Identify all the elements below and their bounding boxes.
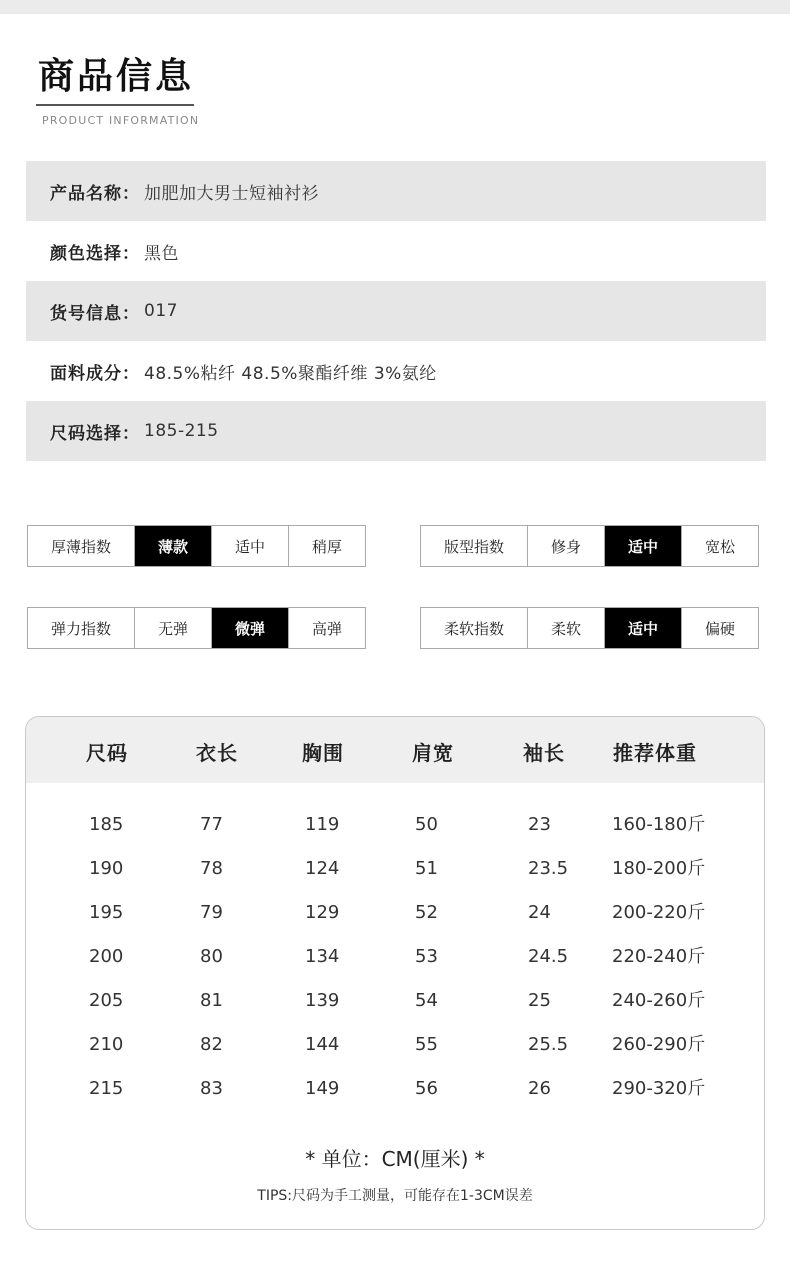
table-row xyxy=(26,935,764,979)
size-chart-header xyxy=(26,717,764,783)
table-row xyxy=(26,891,764,935)
table-cell: 54 xyxy=(415,990,438,1011)
table-cell: 149 xyxy=(305,1078,340,1099)
table-cell: 80 xyxy=(200,946,223,967)
table-cell: 240-260斤 xyxy=(612,990,706,1011)
info-key: 颜色选择： xyxy=(50,243,140,264)
info-key: 尺码选择： xyxy=(50,423,140,444)
header-cell: 袖长 xyxy=(523,741,565,765)
table-cell: 23.5 xyxy=(528,858,569,879)
table-cell: 50 xyxy=(415,814,438,835)
table-cell: 53 xyxy=(415,946,438,967)
info-key: 面料成分： xyxy=(50,363,140,384)
table-cell: 119 xyxy=(305,814,340,835)
info-key: 货号信息： xyxy=(50,303,140,324)
unit-note: * 单位：CM(厘米) * xyxy=(305,1147,485,1171)
table-cell: 124 xyxy=(305,858,340,879)
index-option[interactable]: 宽松 xyxy=(681,526,758,566)
info-value: 黑色 xyxy=(144,243,179,264)
index-label: 厚薄指数 xyxy=(50,537,111,556)
table-cell: 205 xyxy=(89,990,124,1011)
info-value: 017 xyxy=(144,301,178,321)
table-cell: 51 xyxy=(415,858,438,879)
header-cell: 胸围 xyxy=(302,741,344,765)
table-cell: 139 xyxy=(305,990,340,1011)
index-label: 柔软指数 xyxy=(443,619,504,638)
index-label: 版型指数 xyxy=(443,537,504,556)
table-row xyxy=(26,847,764,891)
table-cell: 26 xyxy=(528,1078,551,1099)
header-cell: 衣长 xyxy=(196,741,238,765)
table-cell: 160-180斤 xyxy=(612,814,706,835)
index-option[interactable]: 无弹 xyxy=(134,608,211,648)
info-key: 产品名称： xyxy=(50,183,140,204)
table-cell: 82 xyxy=(200,1034,223,1055)
table-cell: 200 xyxy=(89,946,124,967)
header-cell: 推荐体重 xyxy=(613,741,697,765)
table-cell: 24.5 xyxy=(528,946,569,967)
table-cell: 144 xyxy=(305,1034,340,1055)
tips-note: TIPS:尺码为手工测量，可能存在1-3CM误差 xyxy=(257,1188,533,1204)
table-cell: 210 xyxy=(89,1034,124,1055)
fit-index xyxy=(420,525,759,567)
index-option[interactable]: 适中 xyxy=(211,526,288,566)
table-cell: 200-220斤 xyxy=(612,902,706,923)
table-cell: 55 xyxy=(415,1034,438,1055)
title-underline xyxy=(36,104,194,106)
table-cell: 134 xyxy=(305,946,340,967)
softness-index xyxy=(420,607,759,649)
table-cell: 77 xyxy=(200,814,223,835)
info-value: 185-215 xyxy=(144,421,219,441)
table-cell: 195 xyxy=(89,902,124,923)
table-cell: 52 xyxy=(415,902,438,923)
table-cell: 83 xyxy=(200,1078,223,1099)
index-option[interactable]: 偏硬 xyxy=(681,608,758,648)
index-label: 弹力指数 xyxy=(50,619,111,638)
index-option[interactable]: 适中 xyxy=(604,526,681,566)
table-cell: 260-290斤 xyxy=(612,1034,706,1055)
table-cell: 24 xyxy=(528,902,551,923)
index-option[interactable]: 微弹 xyxy=(211,608,288,648)
table-row xyxy=(26,979,764,1023)
page-subtitle: PRODUCT INFORMATION xyxy=(42,114,200,127)
index-option[interactable]: 柔软 xyxy=(527,608,604,648)
table-cell: 25 xyxy=(528,990,551,1011)
info-value: 48.5%粘纤 48.5%聚酯纤维 3%氨纶 xyxy=(144,363,437,384)
table-cell: 215 xyxy=(89,1078,124,1099)
table-cell: 185 xyxy=(89,814,124,835)
table-cell: 78 xyxy=(200,858,223,879)
info-value: 加肥加大男士短袖衬衫 xyxy=(144,183,319,204)
product-info-table xyxy=(26,161,766,461)
index-option[interactable]: 适中 xyxy=(604,608,681,648)
table-cell: 290-320斤 xyxy=(612,1078,706,1099)
table-cell: 190 xyxy=(89,858,124,879)
page-title: 商品信息 xyxy=(38,56,195,97)
table-cell: 180-200斤 xyxy=(612,858,706,879)
index-option[interactable]: 薄款 xyxy=(134,526,211,566)
table-cell: 129 xyxy=(305,902,340,923)
table-row xyxy=(26,1023,764,1067)
table-cell: 81 xyxy=(200,990,223,1011)
info-row-item-no xyxy=(26,281,766,341)
table-cell: 220-240斤 xyxy=(612,946,706,967)
info-row-size xyxy=(26,401,766,461)
table-row xyxy=(26,803,764,847)
table-cell: 56 xyxy=(415,1078,438,1099)
info-row-fabric xyxy=(26,341,766,401)
index-option[interactable]: 稍厚 xyxy=(288,526,365,566)
index-option[interactable]: 修身 xyxy=(527,526,604,566)
info-row-name xyxy=(26,161,766,221)
info-row-color xyxy=(26,221,766,281)
header-cell: 尺码 xyxy=(86,741,128,765)
table-cell: 25.5 xyxy=(528,1034,569,1055)
elasticity-index xyxy=(27,607,366,649)
thickness-index xyxy=(27,525,366,567)
table-row xyxy=(26,1067,764,1111)
size-chart xyxy=(25,716,765,1230)
header-cell: 肩宽 xyxy=(412,741,454,765)
table-cell: 79 xyxy=(200,902,223,923)
table-cell: 23 xyxy=(528,814,551,835)
index-option[interactable]: 高弹 xyxy=(288,608,365,648)
top-band xyxy=(0,0,790,14)
